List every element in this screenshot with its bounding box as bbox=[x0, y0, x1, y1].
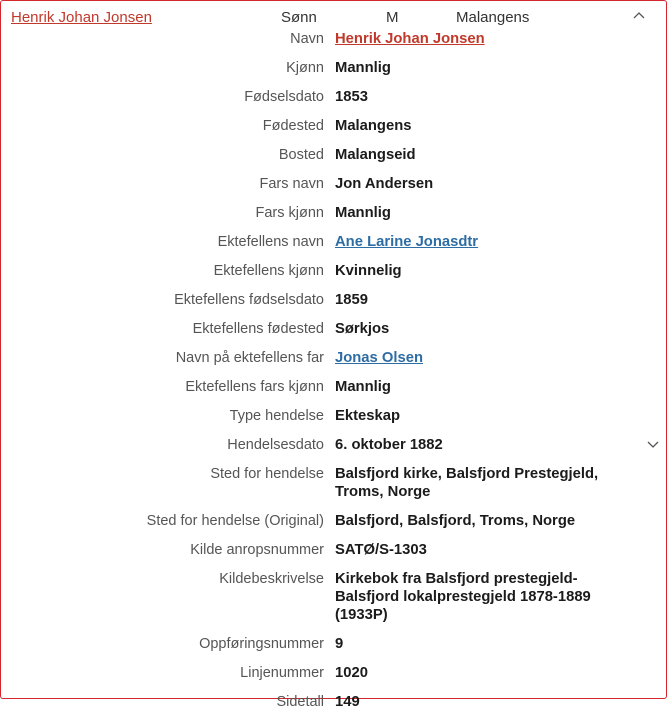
detail-value: 149 bbox=[335, 694, 360, 710]
detail-label: Linjenummer bbox=[240, 665, 324, 681]
detail-value: Balsfjord, Balsfjord, Troms, Norge bbox=[335, 513, 576, 529]
detail-value-link[interactable]: Jonas Olsen bbox=[335, 350, 423, 366]
detail-label: Ektefellens fødselsdato bbox=[174, 292, 324, 308]
record-header-place: Malangens bbox=[456, 9, 530, 26]
detail-row bbox=[1, 378, 666, 396]
chevron-up-icon[interactable] bbox=[632, 9, 656, 23]
detail-label: Kjønn bbox=[286, 60, 324, 76]
detail-value: Ekteskap bbox=[335, 408, 400, 424]
detail-value: Mannlig bbox=[335, 205, 391, 221]
detail-value: Malangens bbox=[335, 118, 412, 134]
detail-label: Kildebeskrivelse bbox=[219, 571, 324, 587]
detail-row bbox=[1, 407, 666, 425]
detail-row bbox=[1, 512, 666, 530]
record-detail-list bbox=[1, 30, 666, 711]
detail-row bbox=[1, 570, 666, 624]
detail-label: Hendelsesdato bbox=[227, 437, 324, 453]
detail-row bbox=[1, 693, 666, 711]
record-header-row[interactable] bbox=[1, 1, 666, 27]
detail-row bbox=[1, 349, 666, 367]
detail-label: Ektefellens fødested bbox=[192, 321, 324, 337]
detail-label: Oppføringsnummer bbox=[199, 636, 324, 652]
detail-row bbox=[1, 117, 666, 135]
detail-label: Sted for hendelse bbox=[210, 466, 324, 482]
detail-label: Navn på ektefellens far bbox=[175, 350, 324, 366]
detail-row bbox=[1, 664, 666, 682]
detail-label: Kilde anropsnummer bbox=[190, 542, 324, 558]
detail-value-link[interactable]: Henrik Johan Jonsen bbox=[335, 31, 485, 47]
detail-value: Mannlig bbox=[335, 60, 391, 76]
detail-row bbox=[1, 291, 666, 309]
detail-value: Malangseid bbox=[335, 147, 416, 163]
detail-label: Ektefellens navn bbox=[217, 234, 324, 250]
chevron-down-icon[interactable] bbox=[646, 437, 660, 451]
detail-label: Bosted bbox=[278, 147, 324, 163]
detail-value: Jon Andersen bbox=[335, 176, 434, 192]
detail-value: Mannlig bbox=[335, 379, 391, 395]
record-header-name-link[interactable]: Henrik Johan Jonsen bbox=[11, 9, 152, 26]
detail-value: 1859 bbox=[335, 292, 368, 308]
detail-value: Sørkjos bbox=[335, 321, 390, 337]
detail-row bbox=[1, 541, 666, 559]
detail-label: Fars kjønn bbox=[255, 205, 324, 221]
detail-row bbox=[1, 59, 666, 77]
detail-value-link[interactable]: Ane Larine Jonasdtr bbox=[335, 234, 479, 250]
detail-label: Type hendelse bbox=[229, 408, 324, 424]
detail-value: Kirkebok fra Balsfjord prestegjeld-Balsfjord lokalprestegjeld 1878-1889 (1933P) bbox=[335, 571, 591, 623]
detail-row bbox=[1, 233, 666, 251]
detail-label: Ektefellens kjønn bbox=[213, 263, 324, 279]
detail-label: Ektefellens fars kjønn bbox=[185, 379, 324, 395]
record-header-sex: M bbox=[386, 9, 399, 26]
detail-value: 1853 bbox=[335, 89, 368, 105]
detail-row bbox=[1, 175, 666, 193]
detail-value: Balsfjord kirke, Balsfjord Prestegjeld, Troms, Norge bbox=[335, 466, 599, 500]
detail-label: Sidetall bbox=[276, 694, 324, 710]
detail-row bbox=[1, 30, 666, 48]
record-header-relation: Sønn bbox=[281, 9, 317, 26]
detail-label: Fars navn bbox=[259, 176, 324, 192]
detail-label: Fødselsdato bbox=[244, 89, 324, 105]
detail-value: 6. oktober 1882 bbox=[335, 437, 443, 453]
detail-value: Kvinnelig bbox=[335, 263, 402, 279]
detail-value: SATØ/S-1303 bbox=[335, 542, 427, 558]
detail-value: 9 bbox=[335, 636, 344, 652]
detail-row bbox=[1, 204, 666, 222]
detail-value: 1020 bbox=[335, 665, 368, 681]
detail-row bbox=[1, 320, 666, 338]
detail-row bbox=[1, 436, 666, 454]
detail-label: Navn bbox=[290, 31, 324, 47]
detail-row bbox=[1, 635, 666, 653]
detail-row bbox=[1, 262, 666, 280]
detail-label: Fødested bbox=[262, 118, 324, 134]
detail-row bbox=[1, 146, 666, 164]
detail-row bbox=[1, 465, 666, 501]
detail-label: Sted for hendelse (Original) bbox=[146, 513, 324, 529]
detail-row bbox=[1, 88, 666, 106]
